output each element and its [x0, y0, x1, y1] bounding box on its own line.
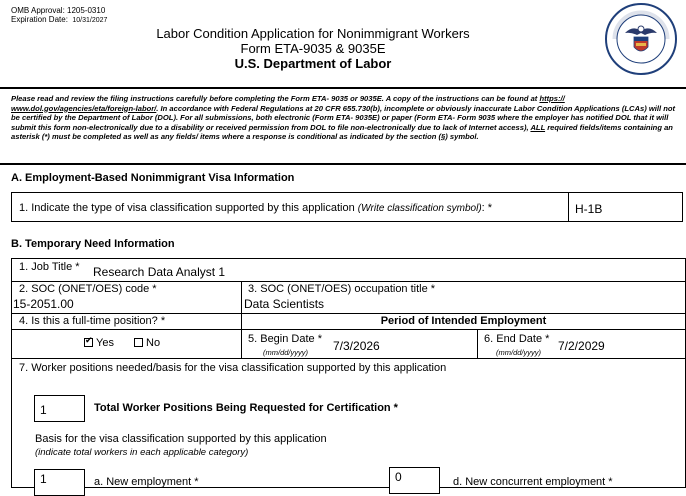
end-date-hint: (mm/dd/yyyy): [496, 348, 541, 357]
end-date-value: 7/2/2029: [558, 339, 605, 353]
soc-title-value: Data Scientists: [244, 297, 325, 311]
instructions-text: Please read and review the filing instructions carefully before completing the Form ETA- 9035 or 9035E. A copy of the instructions can be found at https:// www.dol.gov/agencies/eta/foreign-labor/. In accordance with Federal Regulations at 20 CFR 655.730(b), incomplete or obviously inaccurate Labor Condition Applications (LCAs) will not be certified by the Department of Labor (DOL). For all submissions, both electronic (Form ETA- 9035E) or paper (Form ETA- Form 9035 where the employer has notified DOL that it will submit this form non-electronically due to a disability or received permission from DOL to file non-electronically due to lack of Internet access), ALL required fields/items containing an asterisk (*) must be completed as well as any fields/ items where a response is conditional as indicated by the section (§) symbol.: [11, 94, 676, 141]
basis-label: Basis for the visa classification supported by this application: [35, 433, 327, 445]
header-rule: [0, 87, 686, 89]
worker-positions-label: 7. Worker positions needed/basis for the visa classification supported by this application: [19, 362, 447, 374]
new-employment-input[interactable]: 1: [34, 469, 85, 496]
fulltime-no-option[interactable]: No: [134, 337, 160, 349]
begin-date-value: 7/3/2026: [333, 339, 380, 353]
omb-info: [11, 6, 107, 25]
fulltime-choice-cell: [11, 329, 242, 359]
new-concurrent-input[interactable]: 0: [389, 467, 440, 494]
total-positions-input[interactable]: 1: [34, 395, 85, 422]
worker-positions-section: [11, 358, 686, 488]
form-number: Form ETA-9035 & 9035E: [240, 41, 386, 56]
soc-code-label: 2. SOC (ONET/OES) code *: [19, 283, 157, 295]
job-title-label: 1. Job Title *: [19, 261, 80, 273]
instructions-rule: [0, 163, 686, 165]
basis-hint: (indicate total workers in each applicable category): [35, 447, 249, 458]
new-employment-label: a. New employment *: [94, 476, 199, 488]
agency-name: U.S. Department of Labor: [234, 56, 392, 71]
checkbox-empty-icon[interactable]: [134, 338, 143, 347]
visa-class-value: H-1B: [575, 202, 603, 216]
dol-seal-icon: [605, 3, 677, 75]
begin-date-hint: (mm/dd/yyyy): [263, 348, 308, 357]
soc-code-value: 15-2051.00: [13, 297, 74, 311]
section-b-title: B. Temporary Need Information: [11, 238, 175, 250]
job-title-value: Research Data Analyst 1: [93, 265, 226, 279]
fulltime-yes-option[interactable]: ✔Yes: [84, 337, 114, 349]
omb-approval: OMB Approval: 1205-0310: [11, 6, 106, 15]
soc-title-label: 3. SOC (ONET/OES) occupation title *: [248, 283, 436, 295]
q1-label: 1. Indicate the type of visa classification supported by this application (Write classification symbol): *: [19, 202, 493, 214]
total-positions-label: Total Worker Positions Being Requested for Certification *: [94, 402, 398, 414]
instructions-link[interactable]: https:// www.dol.gov/agencies/eta/foreign-labor/: [11, 94, 565, 113]
omb-expiration: Expiration Date: 10/31/2027: [11, 15, 108, 24]
section-a-title: A. Employment-Based Nonimmigrant Visa Information: [11, 172, 295, 184]
form-title: Labor Condition Application for Nonimmigrant Workers: [156, 26, 470, 41]
end-date-label: 6. End Date *: [484, 333, 550, 345]
period-label: Period of Intended Employment: [380, 315, 547, 327]
begin-date-label: 5. Begin Date *: [248, 333, 322, 345]
fulltime-label: 4. Is this a full-time position? *: [19, 315, 166, 327]
new-concurrent-label: d. New concurrent employment *: [453, 476, 613, 488]
checkbox-checked-icon[interactable]: [84, 338, 93, 347]
